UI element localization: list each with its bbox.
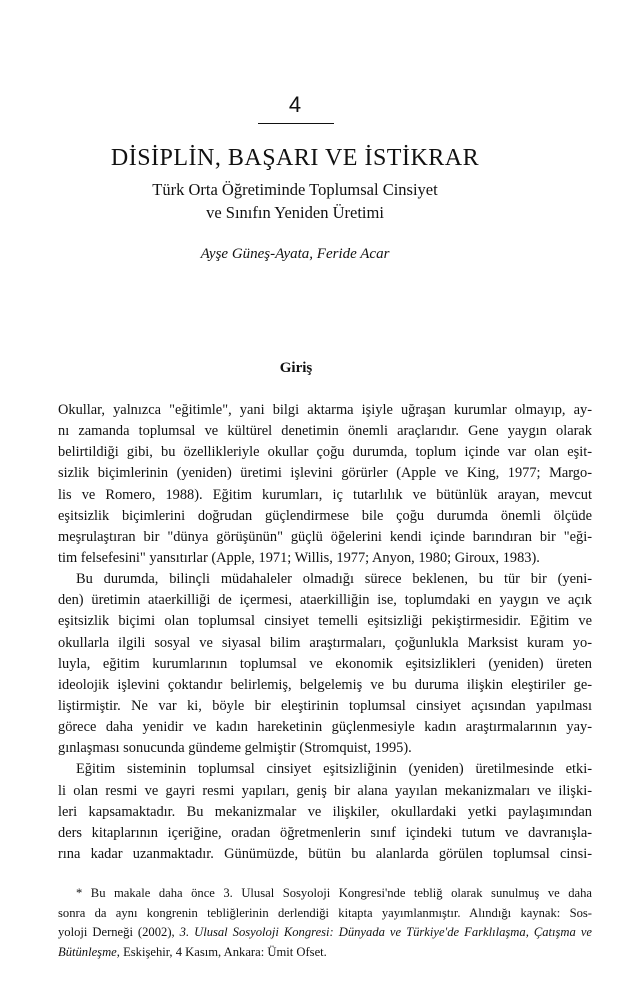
body-line: ideolojik işlevini çoktandır belirlemiş, belgelemiş ve bu duruma ilişkin eleştiriler ge- — [58, 676, 592, 693]
chapter-title: DİSİPLİN, BAŞARI VE İSTİKRAR — [110, 145, 480, 171]
body-line: den) üretimin ataerkilliği de içermesi, ataerkilliğin ise, toplumdaki en yaygın ve açık — [58, 592, 592, 609]
body-line: luyla, eğitim kurumlarının toplumsal ve ekonomik eşitsizlikleri (yeniden) üreten — [58, 655, 592, 672]
footnote-publication-info: , Eskişehir, 4 Kasım, Ankara: Ümit Ofset. — [116, 944, 327, 959]
body-line: okullarla ilgili sosyal ve siyasal bilim araştırmaları, çoğunlukla Marksist kuram yo- — [58, 634, 592, 651]
chapter-subtitle-line-2: ve Sınıfın Yeniden Üretimi — [206, 203, 384, 222]
body-line: Bu durumda, bilinçli müdahaleler olmadığı sürece beklenen, bu tür bir (yeni- — [76, 571, 592, 588]
body-line: ders kitaplarının içeriğine, oradan öğretmenlerin sınıf içindeki tutum ve davranışla- — [58, 824, 592, 841]
footnote — [58, 884, 592, 962]
body-line: Okullar, yalnızca "eğitimle", yani bilgi aktarma işiyle uğraşan kurumlar olmayıp, ay- — [58, 402, 592, 418]
footnote-line: * Bu makale daha önce 3. Ulusal Sosyoloji Kongresi'nde tebliğ olarak sunulmuş ve daha — [76, 886, 592, 900]
body-text — [58, 400, 592, 865]
section-heading: Giriş — [279, 360, 313, 376]
body-line: tim felsefesini" yansıtırlar (Apple, 1971; Willis, 1977; Anyon, 1980; Giroux, 1983). — [58, 549, 540, 566]
body-line: sizlik biçimlerinin (yeniden) üretimi işlevini görürler (Apple ve King, 1977; Margo- — [58, 465, 592, 482]
footnote-line: sonra da aynı kongrenin tebliğlerinin derlendiği kitapta yayımlanmıştır. Alındığı kaynak: Sos- — [58, 905, 592, 920]
footnote-book-title: 3. Ulusal Sosyoloji Kongresi: Dünyada ve Türkiye'de Farklılaşma, Çatışma ve — [179, 925, 592, 940]
body-line: rına kadar uzanmaktadır. Günümüzde, bütün bu alanlarda görülen toplumsal cinsi- — [58, 845, 592, 862]
body-line: li olan resmi ve gayri resmi yapıları, geniş bir alana yayılan mekanizmaları ve ilişki- — [58, 782, 592, 799]
body-line: Eğitim sisteminin toplumsal cinsiyet eşitsizliğinin (yeniden) üretilmesinde etki- — [76, 761, 592, 778]
body-line: nı zamanda toplumsal ve kültürel denetimin önemli araçlarıdır. Gene yaygın olarak — [58, 423, 592, 440]
body-line: lis ve Romero, 1988). Eğitim kurumları, iç tutarlılık ve bütünlük arayan, mevcut — [58, 486, 592, 503]
footnote-book-title-end: Bütünleşme — [58, 944, 117, 959]
body-line: belirtildiği gibi, bu özellikleriyle okullar çoğu durumda, toplum içinde var olan eşit- — [58, 444, 592, 461]
chapter-subtitle-line-1: Türk Orta Öğretiminde Toplumsal Cinsiyet — [152, 180, 438, 199]
footnote-line — [58, 923, 592, 943]
body-line: liştirmiştir. Ne var ki, böyle bir eleştirinin toplumsal cinsiyet açısından yapılması — [58, 697, 592, 714]
body-line: görece daha yenidir ve kadın hareketinin güçlenmesiyle kadın araştırmalarının yay- — [58, 719, 592, 736]
body-line: leri kapsamaktadır. Bu mekanizmalar ve ilişkiler, okullardaki yetki paylaşımından — [58, 803, 592, 820]
footnote-line — [58, 943, 592, 963]
body-line: gınlaşması sonucunda gündeme gelmiştir (Stromquist, 1995). — [58, 740, 412, 757]
chapter-rule — [258, 123, 334, 124]
chapter-number: 4 — [288, 92, 302, 117]
chapter-authors: Ayşe Güneş-Ayata, Feride Acar — [200, 246, 390, 262]
footnote-source-prefix: yoloji Derneği (2002), — [58, 925, 180, 940]
body-line: eşitsizlik biçimi olan toplumsal cinsiyet temelli eşitsizliği pekiştirmesidir. Eğitim ve — [58, 613, 592, 630]
body-line: eşitsizlik biçimlerini doğrudan güçlendirmese bile çoğu durumda önemli ölçüde — [58, 507, 592, 524]
body-line: meşrulaştıran bir "dünya görüşünün" güçlü öğelerini kendi içinde barındıran bir "eği- — [58, 528, 592, 545]
